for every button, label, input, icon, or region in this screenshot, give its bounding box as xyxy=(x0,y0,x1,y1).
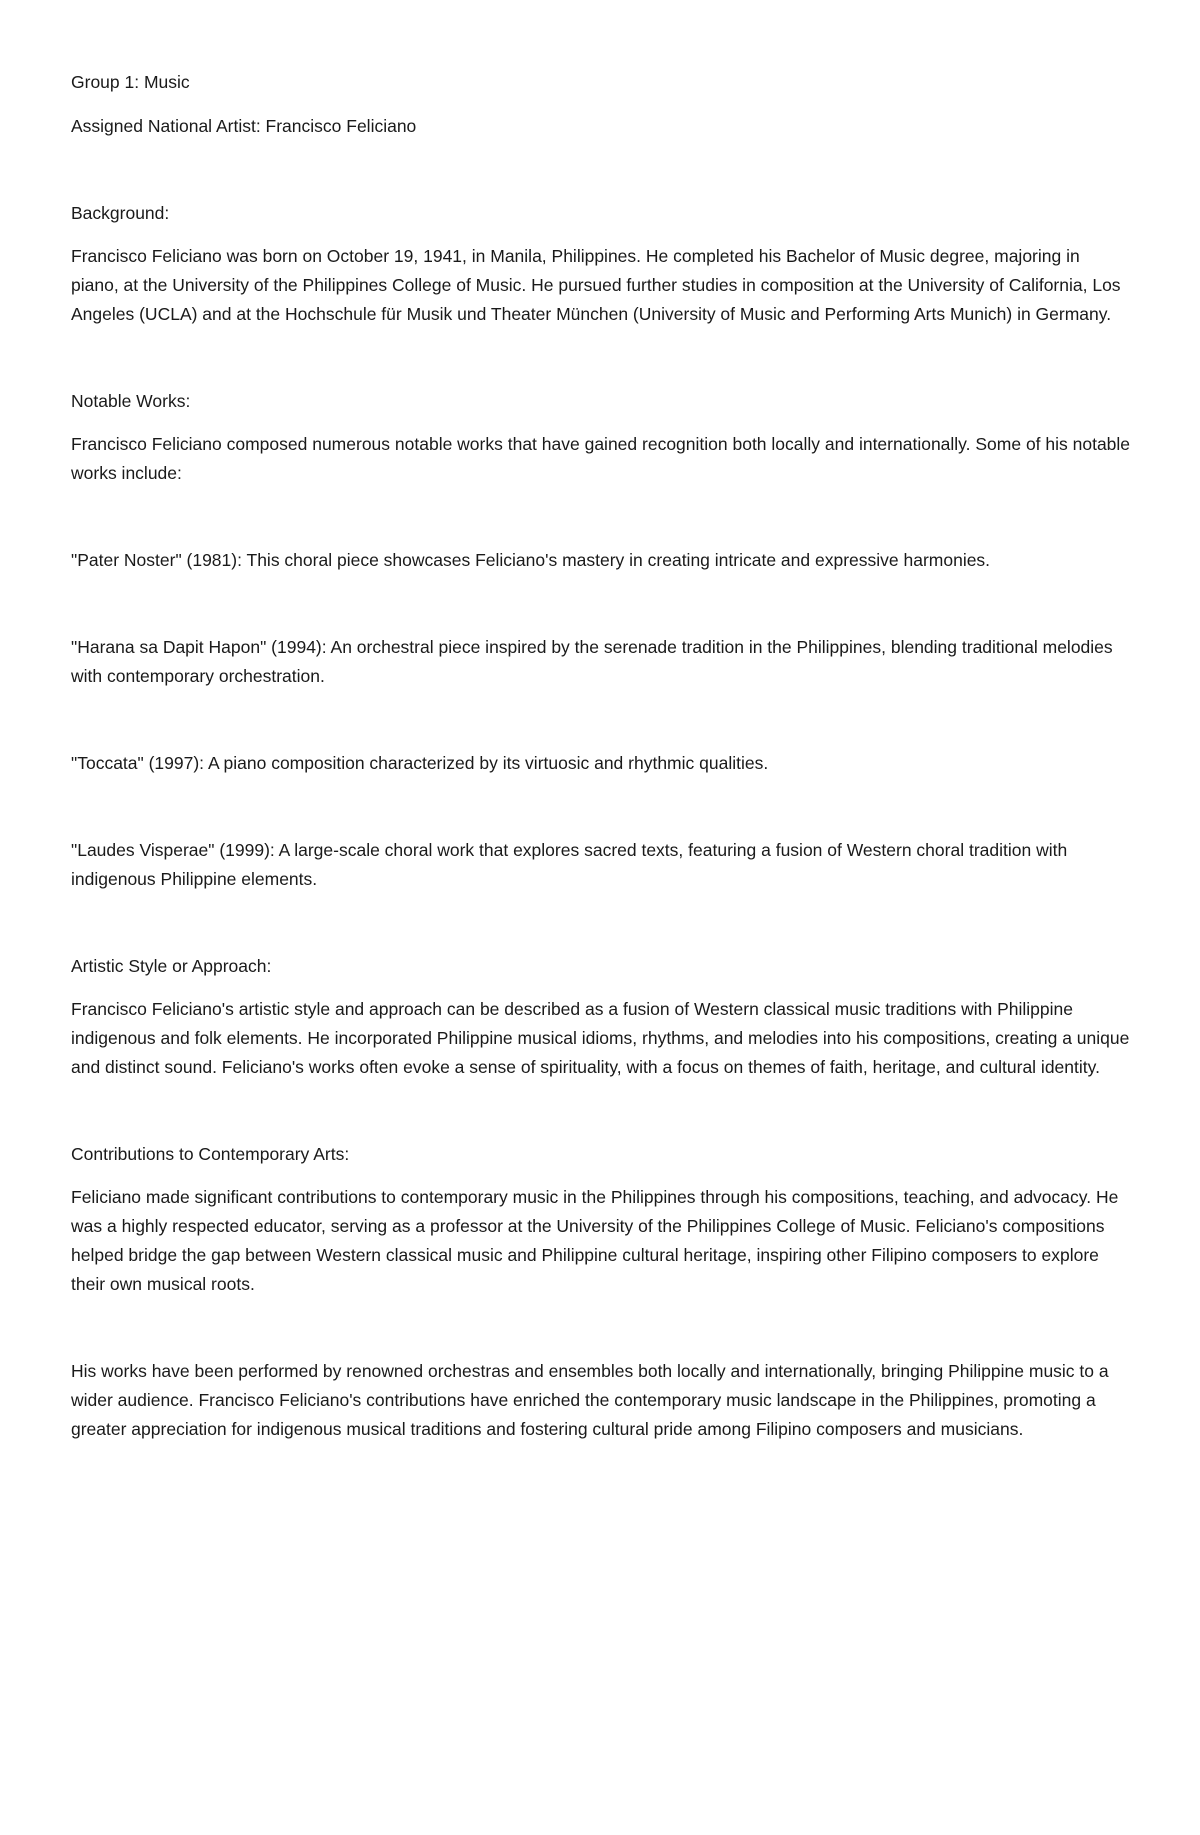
notable-works-heading: Notable Works: xyxy=(71,391,191,411)
artistic-style-text: Francisco Feliciano's artistic style and approach can be described as a fusion of Western classical music traditions with Philippine indigenous and folk elements. He incorporated Philippine musical idioms, rhythms, and melodies into his compositions, creating a unique and distinct sound. Feliciano's works often evoke a sense of spirituality, with a focus on themes of faith, heritage, and cultural identity. xyxy=(71,999,1130,1077)
background-heading: Background: xyxy=(71,203,170,223)
notable-works-intro: Francisco Feliciano composed numerous notable works that have gained recognition both locally and internationally. Some of his notable works include: xyxy=(71,434,1131,483)
work-item: "Harana sa Dapit Hapon" (1994): An orchestral piece inspired by the serenade tradition in the Philippines, blending traditional melodies with contemporary orchestration. xyxy=(71,637,1113,686)
work-item: "Pater Noster" (1981): This choral piece showcases Feliciano's mastery in creating intricate and expressive harmonies. xyxy=(71,550,991,570)
contributions-text: Feliciano made significant contributions to contemporary music in the Philippines through his compositions, teaching, and advocacy. He was a highly respected educator, serving as a professor at the University of the Philippines College of Music. Feliciano's compositions helped bridge the gap between Western classical music and Philippine cultural heritage, inspiring other Filipino composers to explore their own musical roots. xyxy=(71,1187,1119,1294)
contributions-heading: Contributions to Contemporary Arts: xyxy=(71,1144,350,1164)
document-page xyxy=(71,68,1131,1444)
background-text: Francisco Feliciano was born on October 19, 1941, in Manila, Philippines. He completed his Bachelor of Music degree, majoring in piano, at the University of the Philippines College of Music. He pursued further studies in composition at the University of California, Los Angeles (UCLA) and at the Hochschule für Musik und Theater München (University of Music and Performing Arts Munich) in Germany. xyxy=(71,246,1121,324)
work-item: "Laudes Visperae" (1999): A large-scale choral work that explores sacred texts, featuring a fusion of Western choral tradition with indigenous Philippine elements. xyxy=(71,840,1068,889)
artistic-style-heading: Artistic Style or Approach: xyxy=(71,956,272,976)
assigned-artist: Assigned National Artist: Francisco Feliciano xyxy=(71,116,417,136)
contributions-text-2: His works have been performed by renowned orchestras and ensembles both locally and internationally, bringing Philippine music to a wider audience. Francisco Feliciano's contributions have enriched the contemporary music landscape in the Philippines, promoting a greater appreciation for indigenous musical traditions and fostering cultural pride among Filipino composers and musicians. xyxy=(71,1361,1109,1439)
work-item: "Toccata" (1997): A piano composition characterized by its virtuosic and rhythmic qualities. xyxy=(71,753,769,773)
group-title: Group 1: Music xyxy=(71,72,190,92)
